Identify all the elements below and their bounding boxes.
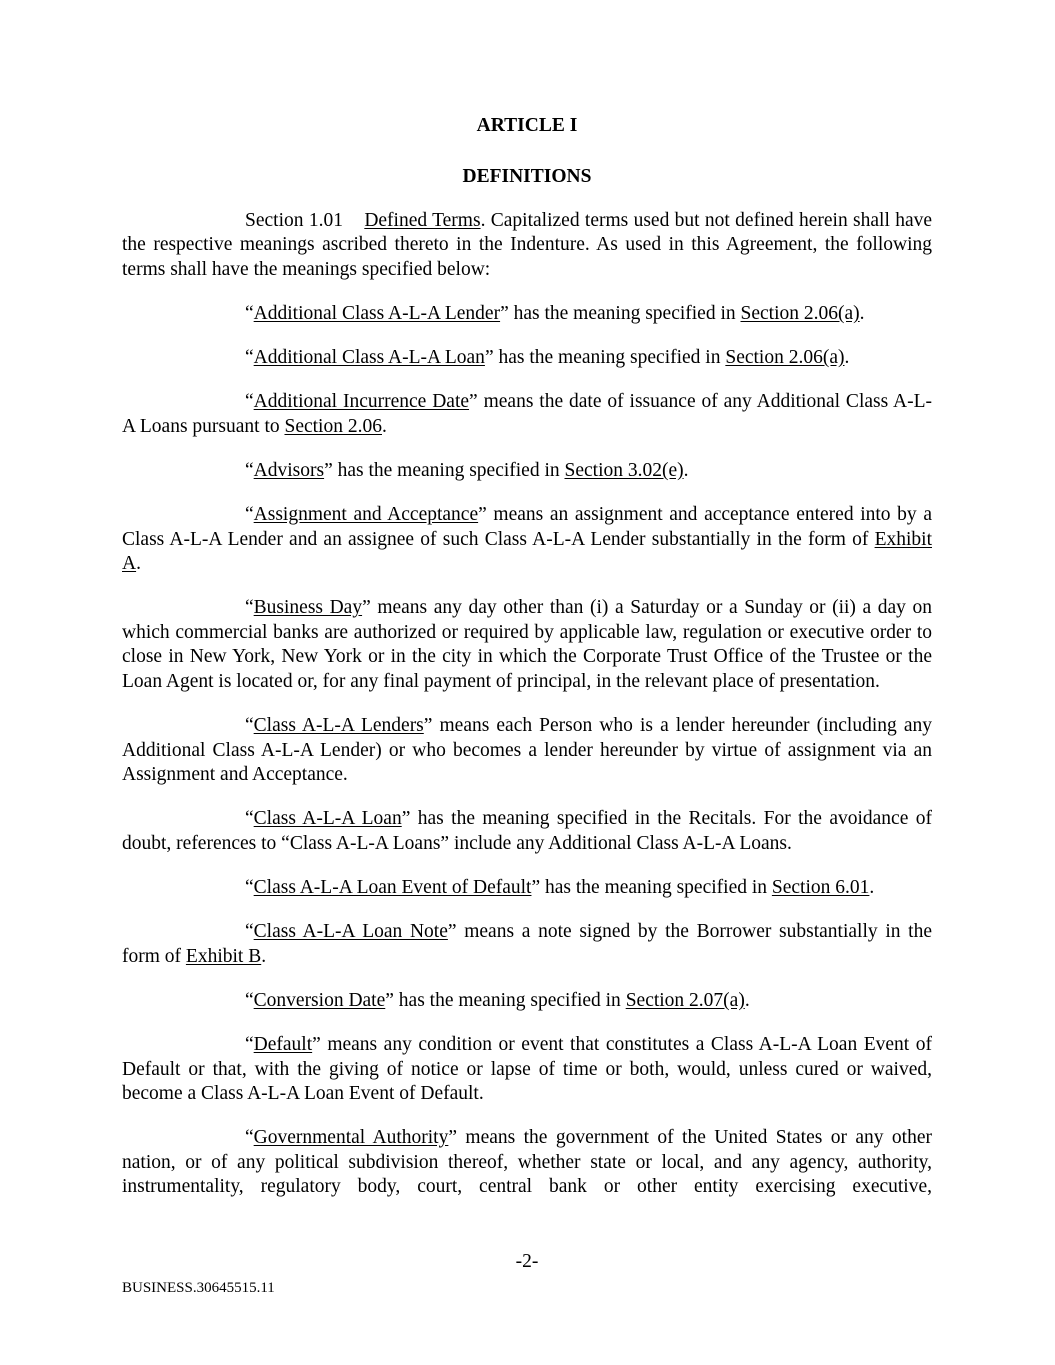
- document-id: BUSINESS.30645515.11: [122, 1280, 275, 1296]
- text-run: “: [245, 921, 254, 943]
- text-run: “: [245, 459, 254, 481]
- paragraph-conversion-date: [122, 989, 932, 1014]
- text-run: .: [744, 989, 750, 1011]
- text-run: .: [859, 302, 865, 324]
- paragraph-class-ala-loan: [122, 807, 932, 856]
- paragraph-business-day: [122, 596, 932, 694]
- text-run: ” means any condition or event that constitutes a Class A-L-A Loan Event of Default or that, with the giving of notice or lapse of time or both, would, unless cured or waived, become a Class A-L-A Loan Event of Default.: [122, 1033, 932, 1105]
- text-run: ” has the meaning specified in: [385, 989, 626, 1011]
- text-run: ” means the date of issuance of any Additional Class A-L-A Loans pursuant to: [122, 391, 932, 437]
- paragraph-section-1-01: [122, 209, 932, 283]
- defined-term: Section 3.02(e): [564, 459, 684, 481]
- text-run: ” means any day other than (i) a Saturday or a Sunday or (ii) a day on which commercial banks are authorized or required by applicable law, regulation or executive order to close in New York, New York or in the city in which the Corporate Trust Office of the Trustee or the Loan Agent is located or, for any final payment of principal, in the relevant place of presentation.: [122, 597, 932, 692]
- text-run: “: [245, 989, 254, 1011]
- text-run: Section 1.01: [245, 209, 365, 231]
- defined-term: Class A-L-A Loan Event of Default: [253, 877, 532, 899]
- document-body: [122, 114, 932, 1200]
- defined-term: Section 2.07(a): [625, 989, 745, 1011]
- text-run: ” has the meaning specified in: [500, 302, 741, 324]
- text-run: .: [683, 459, 689, 481]
- page-number: -2-: [515, 1251, 539, 1272]
- text-run: .: [136, 553, 141, 575]
- article-heading: ARTICLE I: [476, 115, 578, 136]
- paragraph-governmental-authority: [122, 1126, 932, 1200]
- paragraph-advisors: [122, 459, 932, 484]
- paragraph-class-ala-loan-note: [122, 920, 932, 969]
- defined-term: Additional Class A-L-A Lender: [253, 302, 501, 324]
- defined-term: Section 2.06(a): [725, 347, 845, 369]
- text-run: ” has the meaning specified in: [324, 459, 565, 481]
- defined-term: Governmental Authority: [253, 1127, 449, 1149]
- text-run: ” means an assignment and acceptance entered into by a Class A-L-A Lender and an assignee of such Class A-L-A Lender substantially in the form of: [122, 503, 932, 550]
- defined-term: Defined Terms: [364, 209, 481, 231]
- text-run: “: [245, 1127, 254, 1149]
- defined-term: Default: [253, 1033, 313, 1055]
- paragraph-additional-class-ala-lender: [122, 302, 932, 327]
- defined-term: Additional Incurrence Date: [253, 391, 470, 413]
- defined-term: Advisors: [253, 459, 325, 481]
- defined-term: Exhibit A: [122, 528, 932, 575]
- defined-term: Section 2.06: [284, 415, 382, 437]
- text-run: “: [245, 302, 254, 324]
- text-run: ” means the government of the United States or any other nation, or of any political subdivision thereof, whether state or local, and any agency, authority, instrumentality, regulatory body, court, central bank or other entity exercising executive,: [122, 1127, 932, 1198]
- text-run: ” has the meaning specified in the Recitals. For the avoidance of doubt, references to “Class A-L-A Loans” include any Additional Class A-L-A Loans.: [122, 808, 933, 854]
- paragraph-class-ala-lenders: [122, 714, 932, 788]
- definitions-heading: DEFINITIONS: [462, 165, 592, 187]
- defined-term: Assignment and Acceptance: [253, 503, 479, 525]
- paragraph-additional-class-ala-loan: [122, 346, 932, 371]
- defined-term: Class A-L-A Loan: [253, 808, 402, 830]
- text-run: “: [245, 715, 254, 737]
- text-run: .: [381, 415, 387, 437]
- defined-term: Additional Class A-L-A Loan: [253, 347, 485, 369]
- text-run: “: [245, 1033, 254, 1055]
- text-run: “: [245, 391, 254, 413]
- paragraph-assignment-and-acceptance: [122, 503, 932, 577]
- defined-term: Conversion Date: [253, 989, 386, 1011]
- paragraph-class-ala-loan-event-of-default: [122, 876, 932, 901]
- text-run: ” has the meaning specified in: [484, 347, 726, 369]
- text-run: . Capitalized terms used but not defined herein shall have the respective meanings ascribed thereto in the Indenture. As used in this Agreement, the following terms shall have the meanings specified below:: [122, 209, 933, 280]
- text-run: ” means a note signed by the Borrower substantially in the form of: [122, 921, 932, 967]
- defined-term: Class A-L-A Loan Note: [253, 921, 448, 943]
- text-run: .: [261, 945, 267, 967]
- defined-term: Exhibit B: [185, 945, 262, 967]
- defined-term: Section 2.06(a): [740, 302, 860, 324]
- text-run: “: [245, 597, 254, 619]
- text-run: .: [869, 877, 875, 899]
- defined-term: Section 6.01: [771, 877, 870, 899]
- text-run: ” has the meaning specified in: [531, 877, 772, 899]
- text-run: ” means each Person who is a lender hereunder (including any Additional Class A-L-A Lender) or who becomes a lender hereunder by virtue of assignment via an Assignment and Acceptance.: [122, 715, 932, 786]
- text-run: “: [245, 347, 254, 369]
- text-run: “: [245, 503, 254, 525]
- paragraph-default: [122, 1033, 932, 1107]
- defined-term: Business Day: [253, 597, 363, 619]
- text-run: .: [844, 347, 850, 369]
- text-run: “: [245, 808, 254, 830]
- defined-term: Class A-L-A Lenders: [253, 715, 424, 737]
- paragraph-additional-incurrence-date: [122, 390, 932, 439]
- text-run: “: [245, 877, 254, 899]
